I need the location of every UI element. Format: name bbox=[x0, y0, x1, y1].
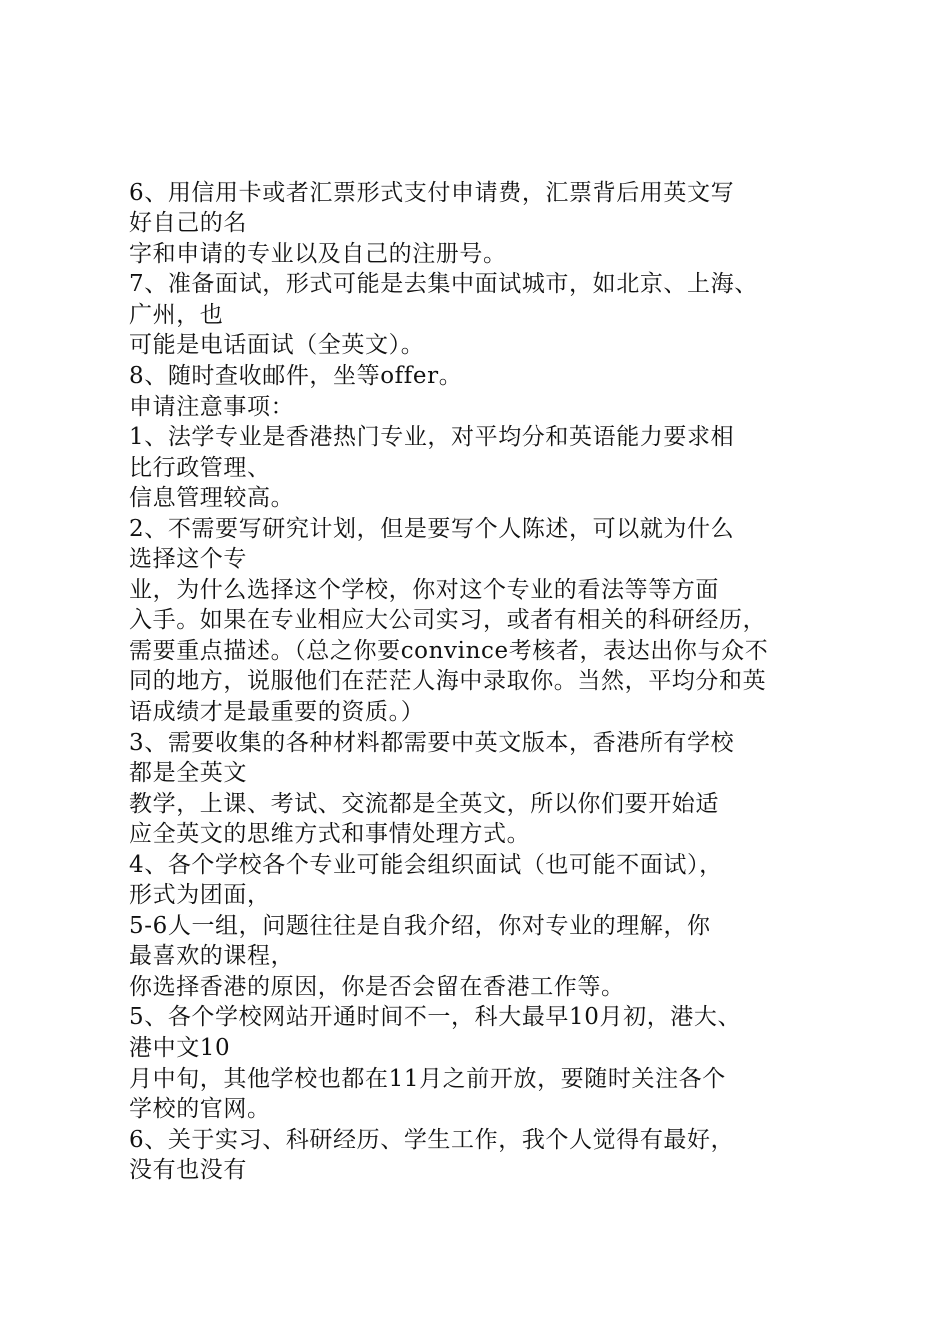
text-line: 8、随时查收邮件，坐等offer。 bbox=[129, 363, 463, 389]
text-line: 比行政管理、 bbox=[129, 455, 271, 481]
text-line: 3、需要收集的各种材料都需要中英文版本，香港所有学校 bbox=[129, 730, 735, 756]
text-line: 选择这个专 bbox=[129, 546, 247, 572]
text-line: 5-6人一组，问题往往是自我介绍，你对专业的理解，你 bbox=[129, 913, 711, 939]
text-line: 业，为什么选择这个学校，你对这个专业的看法等等方面 bbox=[129, 577, 719, 603]
text-line: 1、法学专业是香港热门专业，对平均分和英语能力要求相 bbox=[129, 424, 735, 450]
text-line: 教学，上课、考试、交流都是全英文，所以你们要开始适 bbox=[129, 791, 719, 817]
text-line: 广州，也 bbox=[129, 302, 224, 328]
text-line: 形式为团面， bbox=[129, 882, 271, 908]
text-line: 6、用信用卡或者汇票形式支付申请费，汇票背后用英文写 bbox=[129, 180, 735, 206]
text-line: 5、各个学校网站开通时间不一，科大最早10月初，港大、 bbox=[129, 1004, 742, 1030]
text-line: 字和申请的专业以及自己的注册号。 bbox=[129, 241, 507, 267]
text-line: 6、关于实习、科研经历、学生工作，我个人觉得有最好， bbox=[129, 1127, 735, 1153]
text-line: 语成绩才是最重要的资质。） bbox=[129, 699, 425, 725]
text-line: 港中文10 bbox=[129, 1035, 231, 1061]
text-line: 好自己的名 bbox=[129, 210, 247, 236]
text-line: 学校的官网。 bbox=[129, 1096, 271, 1122]
text-line: 入手。如果在专业相应大公司实习，或者有相关的科研经历， bbox=[129, 607, 767, 633]
text-line: 可能是电话面试（全英文）。 bbox=[129, 332, 425, 358]
text-line: 7、准备面试，形式可能是去集中面试城市，如北京、上海、 bbox=[129, 271, 758, 297]
text-line: 申请注意事项： bbox=[129, 394, 295, 420]
text-line: 月中旬，其他学校也都在11月之前开放，要随时关注各个 bbox=[129, 1066, 726, 1092]
text-line: 没有也没有 bbox=[129, 1157, 247, 1183]
text-line: 应全英文的思维方式和事情处理方式。 bbox=[129, 821, 531, 847]
text-line: 信息管理较高。 bbox=[129, 485, 295, 511]
text-line: 同的地方，说服他们在茫茫人海中录取你。当然，平均分和英 bbox=[129, 668, 767, 694]
text-line: 最喜欢的课程， bbox=[129, 943, 295, 969]
text-line: 需要重点描述。（总之你要convince考核者，表达出你与众不 bbox=[129, 638, 769, 664]
text-line: 都是全英文 bbox=[129, 760, 247, 786]
text-line: 你选择香港的原因，你是否会留在香港工作等。 bbox=[129, 974, 625, 1000]
text-line: 2、不需要写研究计划，但是要写个人陈述，可以就为什么 bbox=[129, 516, 735, 542]
text-line: 4、各个学校各个专业可能会组织面试（也可能不面试）， bbox=[129, 852, 723, 878]
